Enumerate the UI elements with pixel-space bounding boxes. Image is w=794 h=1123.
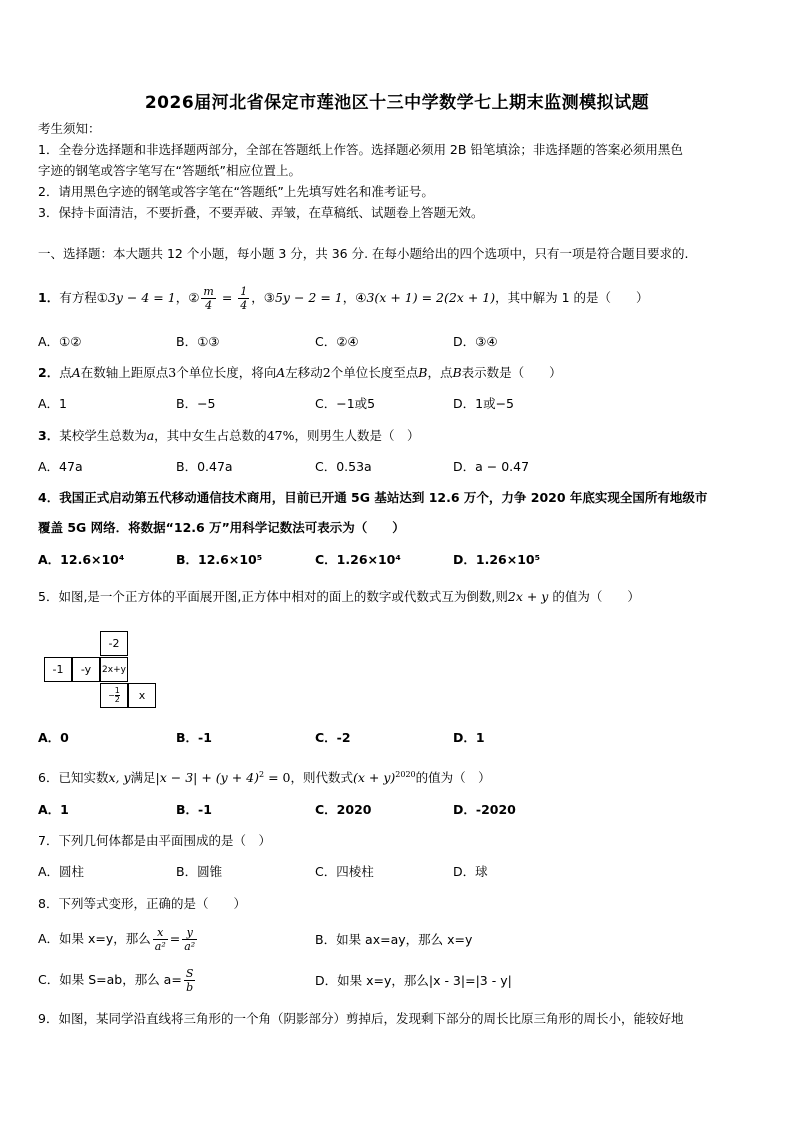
q4-option-a: A．12.6×10⁴: [38, 552, 125, 567]
q6-option-c: C．2020: [315, 802, 372, 817]
q8-a-text: A．如果 x=y，那么: [38, 931, 151, 946]
q7-option-c: C．四棱柱: [315, 864, 374, 879]
q8-a-left-frac: [153, 926, 168, 953]
cube-net-figure: [43, 631, 163, 709]
q1-option-c: C．②④: [315, 334, 359, 349]
frac-den: 4: [205, 299, 213, 312]
q8-c-text: C．如果 S=ab，那么 a=: [38, 972, 182, 987]
question-1: [38, 285, 758, 312]
net-face-left-1: -1: [44, 657, 72, 682]
q3-percent: 47%: [266, 428, 295, 443]
q7-option-a: A．圆柱: [38, 864, 85, 879]
q3-option-d: D．a − 0.47: [453, 459, 530, 474]
q8-option-c: [38, 966, 197, 994]
frac-num: S: [185, 967, 194, 980]
q4-option-b: B．12.6×10⁵: [176, 552, 263, 567]
frac-den: a²: [154, 940, 166, 953]
q8-option-a: [38, 925, 199, 953]
q2-text: 个单位长度，将向: [176, 365, 277, 380]
net-face-bottom: [100, 683, 128, 708]
q3-text: 某校学生总数为: [59, 428, 147, 443]
frac-den: 4: [240, 299, 248, 312]
q1-option-b: B．①③: [176, 334, 220, 349]
net-face-middle: 2x+y: [100, 657, 128, 682]
q6-condition: |x − 3| + (y + 4): [155, 770, 259, 786]
q8-option-d: D．如果 x=y，那么|x - 3|=|3 - y|: [315, 973, 512, 988]
page-title: 2026届河北省保定市莲池区十三中学数学七上期末监测模拟试题: [144, 93, 650, 113]
q2-text: 点: [59, 365, 72, 380]
q2-option-c: C．−1或5: [315, 396, 376, 411]
frac-num: 1: [240, 285, 248, 298]
q3-option-c: C．0.53a: [315, 459, 372, 474]
frac-den: a²: [184, 940, 196, 953]
q4-option-c: C．1.26×10⁴: [315, 552, 401, 567]
question-9: 9．如图，某同学沿直线将三角形的一个角（阴影部分）剪掉后，发现剩下部分的周长比原三角形的周长小，能较好地: [38, 1011, 684, 1026]
q6-option-b: B．-1: [176, 802, 212, 817]
q5-text: 的值为（ ）: [548, 589, 640, 604]
q1-text: ，②: [175, 290, 200, 305]
notice-item-3: 3．保持卡面清洁，不要折叠，不要弄破、弄皱，在草稿纸、试题卷上答题无效。: [38, 205, 484, 220]
q1-eq2-rfrac: [238, 285, 249, 312]
frac-den: b: [186, 981, 194, 994]
q1-option-a: A．①②: [38, 334, 82, 349]
q8-option-b: B．如果 ax=ay，那么 x=y: [315, 932, 473, 947]
notice-item-2: 2．请用黑色字迹的钢笔或答字笔在“答题纸”上先填写姓名和准考证号。: [38, 184, 434, 199]
question-4: 4．我国正式启动第五代移动通信技术商用，目前已开通 5G 基站达到 12.6 万个，力争 2020 年底实现全国所有地级市: [38, 490, 708, 505]
notice-item-1-cont: 字迹的钢笔或答字笔写在“答题纸”相应位置上。: [38, 163, 301, 178]
q2-num: 3: [168, 365, 177, 380]
q3-option-b: B．0.47a: [176, 459, 233, 474]
question-4-cont: 覆盖 5G 网络．将数据“12.6 万”用科学记数法可表示为（ ）: [38, 520, 405, 535]
q5-text: 5．如图,是一个正方体的平面展开图,正方体中相对的面上的数字或代数式互为倒数,则: [38, 589, 508, 604]
notice-heading: 考生须知：: [38, 121, 101, 136]
frac-den: 2: [114, 695, 120, 704]
section-heading: 一、选择题：本大题共 12 个小题，每小题 3 分，共 36 分. 在每小题给出的四个选项中，只有一项是符合题目要求的.: [38, 246, 689, 261]
q1-text: ，④: [342, 290, 367, 305]
q8-c-frac: [184, 967, 196, 994]
q6-expr-exp: 2020: [395, 770, 416, 779]
question-6: [38, 767, 758, 786]
frac-num: y: [182, 926, 197, 940]
q5-option-b: B．-1: [176, 730, 212, 745]
q2-text: 左移动: [285, 365, 323, 380]
notice-item-1: 1．全卷分选择题和非选择题两部分，全部在答题纸上作答。选择题必须用 2B 铅笔填涂；非选择题的答案必须用黑色: [38, 142, 683, 157]
q6-text: ，则代数式: [290, 770, 353, 786]
q1-text: ，其中解为 1 的是（ ）: [495, 290, 649, 305]
q1-number: 1．: [38, 290, 60, 305]
q1-eq4: 3(x + 1) = 2(2x + 1): [366, 290, 496, 305]
q2-option-d: D．1或−5: [453, 396, 515, 411]
q1-text: ，③: [251, 290, 275, 305]
net-face-bottom-frac: [108, 687, 120, 704]
q2-text: 表示数是（ ）: [461, 365, 562, 380]
q5-expr: 2x + y: [507, 589, 549, 604]
question-3: [38, 428, 758, 444]
question-5: [38, 589, 758, 605]
q6-option-a: A．1: [38, 802, 69, 817]
frac: [115, 687, 120, 704]
q6-condition-end: = 0: [264, 770, 291, 786]
q4-option-d: D．1.26×10⁵: [453, 552, 541, 567]
q3-option-a: A．47a: [38, 459, 83, 474]
q3-number: 3．: [38, 428, 60, 443]
q2-var: B: [452, 365, 462, 380]
q2-text: ，点: [427, 365, 453, 380]
q1-eq3: 5y − 2 = 1: [274, 290, 343, 305]
q8-a-equals: =: [169, 931, 181, 946]
q2-text: 个单位长度至点: [330, 365, 419, 380]
q2-text: 在数轴上距原点: [80, 365, 169, 380]
q1-eq2-equals: =: [217, 290, 237, 305]
q1-option-d: D．③④: [453, 334, 498, 349]
q8-a-right-frac: [182, 926, 197, 953]
q2-var: B: [418, 365, 428, 380]
q5-option-a: A．0: [38, 730, 69, 745]
q6-condition-exp: 2: [259, 770, 265, 779]
q6-option-d: D．-2020: [453, 802, 516, 817]
q3-var: a: [146, 428, 155, 443]
frac-num: x: [153, 926, 168, 940]
q7-option-d: D．球: [453, 864, 488, 879]
q3-text: ，其中女生占总数的: [154, 428, 267, 443]
q1-text: 有方程①: [59, 290, 108, 305]
net-face-top: -2: [100, 631, 128, 656]
q2-number: 2．: [38, 365, 60, 380]
q2-option-a: A．1: [38, 396, 68, 411]
q3-text: ，则男生人数是（ ）: [294, 428, 420, 443]
q1-eq1: 3y − 4 = 1: [107, 290, 176, 305]
q2-num: 2: [322, 365, 331, 380]
q2-var: A: [71, 365, 81, 380]
q6-text: 满足: [130, 770, 156, 786]
frac-num: 1: [114, 686, 120, 695]
q6-expr: (x + y): [352, 770, 396, 786]
q6-text: 6．已知实数: [38, 770, 109, 786]
q1-eq2-frac: [201, 285, 215, 312]
q7-option-b: B．圆锥: [176, 864, 223, 879]
net-face-left-2: -y: [72, 657, 100, 682]
q5-option-c: C．-2: [315, 730, 351, 745]
frac-num: m: [203, 285, 214, 298]
net-face-right: x: [128, 683, 156, 708]
question-8: 8．下列等式变形，正确的是（ ）: [38, 896, 246, 911]
question-7: 7．下列几何体都是由平面围成的是（ ）: [38, 833, 271, 848]
frac-sign: −: [108, 691, 115, 700]
q5-option-d: D．1: [453, 730, 485, 745]
q6-text: 的值为（ ）: [415, 770, 491, 786]
q2-option-b: B．−5: [176, 396, 216, 411]
question-2: [38, 365, 758, 381]
q6-vars: x, y: [108, 770, 131, 786]
q2-var: A: [276, 365, 286, 380]
